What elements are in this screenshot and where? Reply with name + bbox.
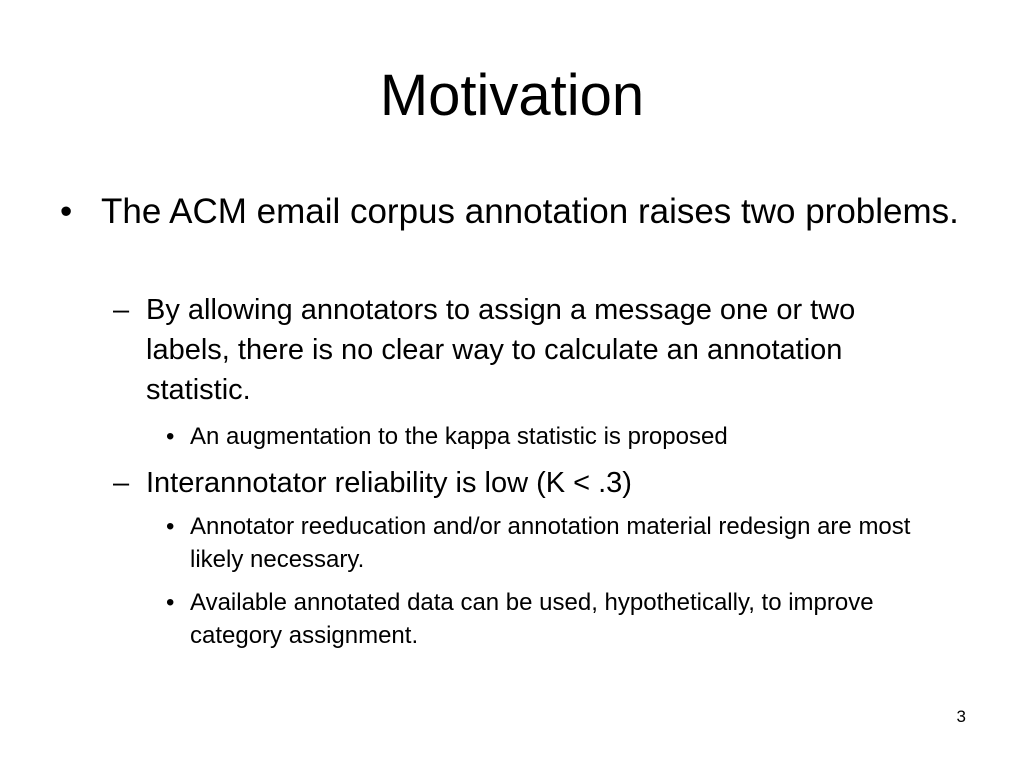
bullet-level3-item: [166, 510, 946, 576]
bullet-level2-item: [113, 290, 943, 410]
bullet-level1-item: [60, 191, 960, 233]
bullet-text: By allowing annotators to assign a message one or two labels, there is no clear way to calculate an annotation statistic.: [146, 294, 856, 406]
bullet-dot-icon: •: [60, 192, 73, 231]
slide-title: Motivation: [379, 63, 645, 128]
bullet-level2-item: [113, 463, 943, 503]
bullet-level3-item: [166, 420, 946, 453]
bullet-level3-item: [166, 586, 946, 652]
bullet-text: Annotator reeducation and/or annotation material redesign are most likely necessary.: [190, 513, 911, 573]
bullet-dot-icon: •: [166, 423, 175, 450]
bullet-dot-icon: •: [166, 589, 175, 616]
bullet-dot-icon: •: [166, 513, 175, 540]
page-number: 3: [956, 707, 966, 726]
bullet-text: Available annotated data can be used, hypothetically, to improve category assignment.: [190, 589, 874, 649]
bullet-text: Interannotator reliability is low (K < .3): [146, 467, 632, 499]
bullet-text: An augmentation to the kappa statistic is proposed: [190, 423, 728, 450]
dash-bullet-icon: –: [113, 467, 130, 499]
dash-bullet-icon: –: [113, 294, 130, 326]
bullet-text: The ACM email corpus annotation raises two problems.: [101, 192, 959, 231]
